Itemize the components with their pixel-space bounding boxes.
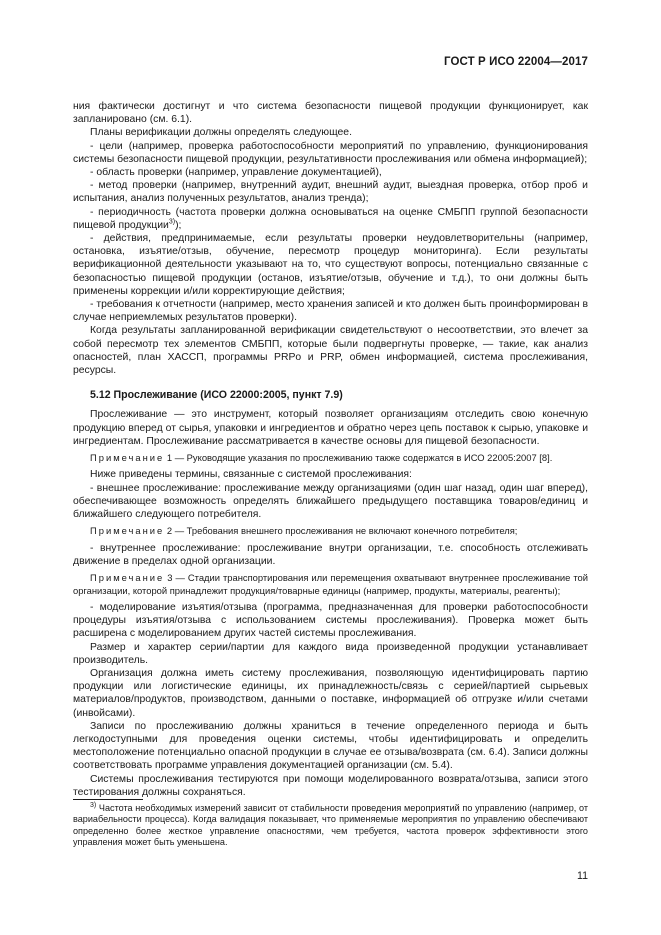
list-item: - действия, предпринимаемые, если результаты проверки неудовлетворительны (например, остановка, изъятие/отзыв, обучение, пересмотр процедур мониторинга). Если результаты верификационной деятельности указывают на то, что существуют вопросы, потенциально связанные с безопасностью пищевой продукции (останов, изъятие/отзыв, обучение и т.д.), то они должны быть применены коррекции и/или корректирующие действия;	[73, 233, 588, 297]
paragraph: Размер и характер серии/партии для каждого вида произведенной продукции устанавливает производитель.	[73, 641, 588, 666]
footnote-divider	[73, 799, 143, 800]
list-item: - внешнее прослеживание: прослеживание между организациями (один шаг назад, один шаг вперед), обеспечивающее возможность определять ближайшего предыдущего поставщика товаров/единиц и ближайшего следующего потребителя.	[73, 482, 588, 521]
list-item-text: - периодичность (частота проверки должна основываться на оценке СМБПП группой безопасности пищевой продукции	[73, 206, 588, 231]
paragraph: Записи по прослеживанию должны храниться в течение определенного периода и быть легкодоступными для проведения оценки системы, чтобы идентифицировать и определить местоположение потенциально опасной продукции в случае ее отзыва/возврата (см. 6.4). Записи должны соответствовать программе управления документацией организации (см. 5.4).	[73, 720, 588, 772]
footnote-text: Частота необходимых измерений зависит от стабильности проведения мероприятий по управлению (например, от вариабельности процесса). Когда валидация показывает, что применяемые мероприятия по управлению обеспечивают определенно более жесткое управление опасностями, чем требуется, частота проверок эффективности этого управления может быть уменьшена.	[73, 803, 588, 848]
note-text: 2 — Требования внешнего прослеживания не включают конечного потребителя;	[164, 525, 518, 537]
list-item: - цели (например, проверка работоспособности мероприятий по управлению, функционирования системы безопасности пищевой продукции, результативности прослеживания или обмена информацией);	[73, 140, 588, 165]
note-label: Примечание	[90, 452, 165, 464]
list-item: - моделирование изъятия/отзыва (программа, предназначенная для проверки работоспособности процедуры изъятия/отзыва с использованием системы прослеживания). Проверка может быть расширена с моделированием других частей системы прослеживания.	[73, 601, 588, 640]
note	[73, 525, 588, 537]
list-item: - требования к отчетности (например, место хранения записей и кто должен быть проинформирован в случае неприемлемых результатов проверки).	[73, 299, 588, 324]
body-content	[73, 100, 588, 799]
paragraph: Когда результаты запланированной верификации свидетельствуют о несоответствии, это влечет за собой пересмотр тех элементов СМБПП, которые были подвергнуты проверке, — такие, как анализ опасностей, план ХАССП, программы PRPо и PRP, обмен информацией, система прослеживания, ресурсы.	[73, 325, 588, 377]
paragraph: Прослеживание — это инструмент, который позволяет организациям отследить свою конечную продукцию вперед от сырья, упаковки и ингредиентов и обратно через цепь поставок к сырью, упаковке и ингредиентам. Прослеживание рассматривается в качестве основы для пищевой безопасности.	[73, 409, 588, 447]
list-item: - внутреннее прослеживание: прослеживание внутри организации, т.е. способность отслеживать движение в пределах одной организации.	[73, 542, 588, 567]
list-item: - область проверки (например, управление документацией),	[90, 167, 382, 179]
section-heading: 5.12 Прослеживание (ИСО 22000:2005, пункт 7.9)	[90, 389, 343, 402]
page-number: 11	[577, 870, 588, 882]
note-label: Примечание	[90, 525, 165, 537]
footnote-mark: 3)	[90, 801, 97, 809]
list-item-end: );	[175, 219, 182, 231]
note	[73, 452, 588, 464]
note-text: 3 — Стадии транспортирования или перемещения охватывают внутреннее прослеживание той организации, которой принадлежит продукция/товарные единицы (например, продукты, материалы, реагенты);	[73, 572, 588, 596]
footnote	[73, 803, 588, 849]
paragraph: Системы прослеживания тестируются при помощи моделированного возврата/отзыва, записи этого тестирования должны сохраняться.	[73, 773, 588, 798]
document-header: ГОСТ Р ИСО 22004—2017	[443, 56, 588, 68]
note-label: Примечание	[90, 572, 165, 584]
list-item	[73, 206, 588, 232]
note-text: 1 — Руководящие указания по прослеживанию также содержатся в ИСО 22005:2007 [8].	[164, 452, 553, 464]
paragraph: Планы верификации должны определять следующее.	[90, 127, 352, 139]
list-item: - метод проверки (например, внутренний аудит, внешний аудит, выездная проверка, отбор проб и испытания, анализ полученных результатов, анализ тренда);	[73, 180, 588, 205]
paragraph: Организация должна иметь систему прослеживания, позволяющую идентифицировать партию продукции или логистические единицы, их принадлежность/связь с серией/партией сырьевых материалов/продуктов, производством, данными о поставке, информацией об отгрузке и/или счетами (инвойсами).	[73, 667, 588, 719]
note	[73, 572, 588, 597]
paragraph: Ниже приведены термины, связанные с системой прослеживания:	[90, 469, 412, 481]
paragraph: ния фактически достигнут и что система безопасности пищевой продукции функционирует, как запланировано (см. 6.1).	[73, 101, 588, 126]
footnote-reference[interactable]: 3)	[168, 218, 176, 226]
